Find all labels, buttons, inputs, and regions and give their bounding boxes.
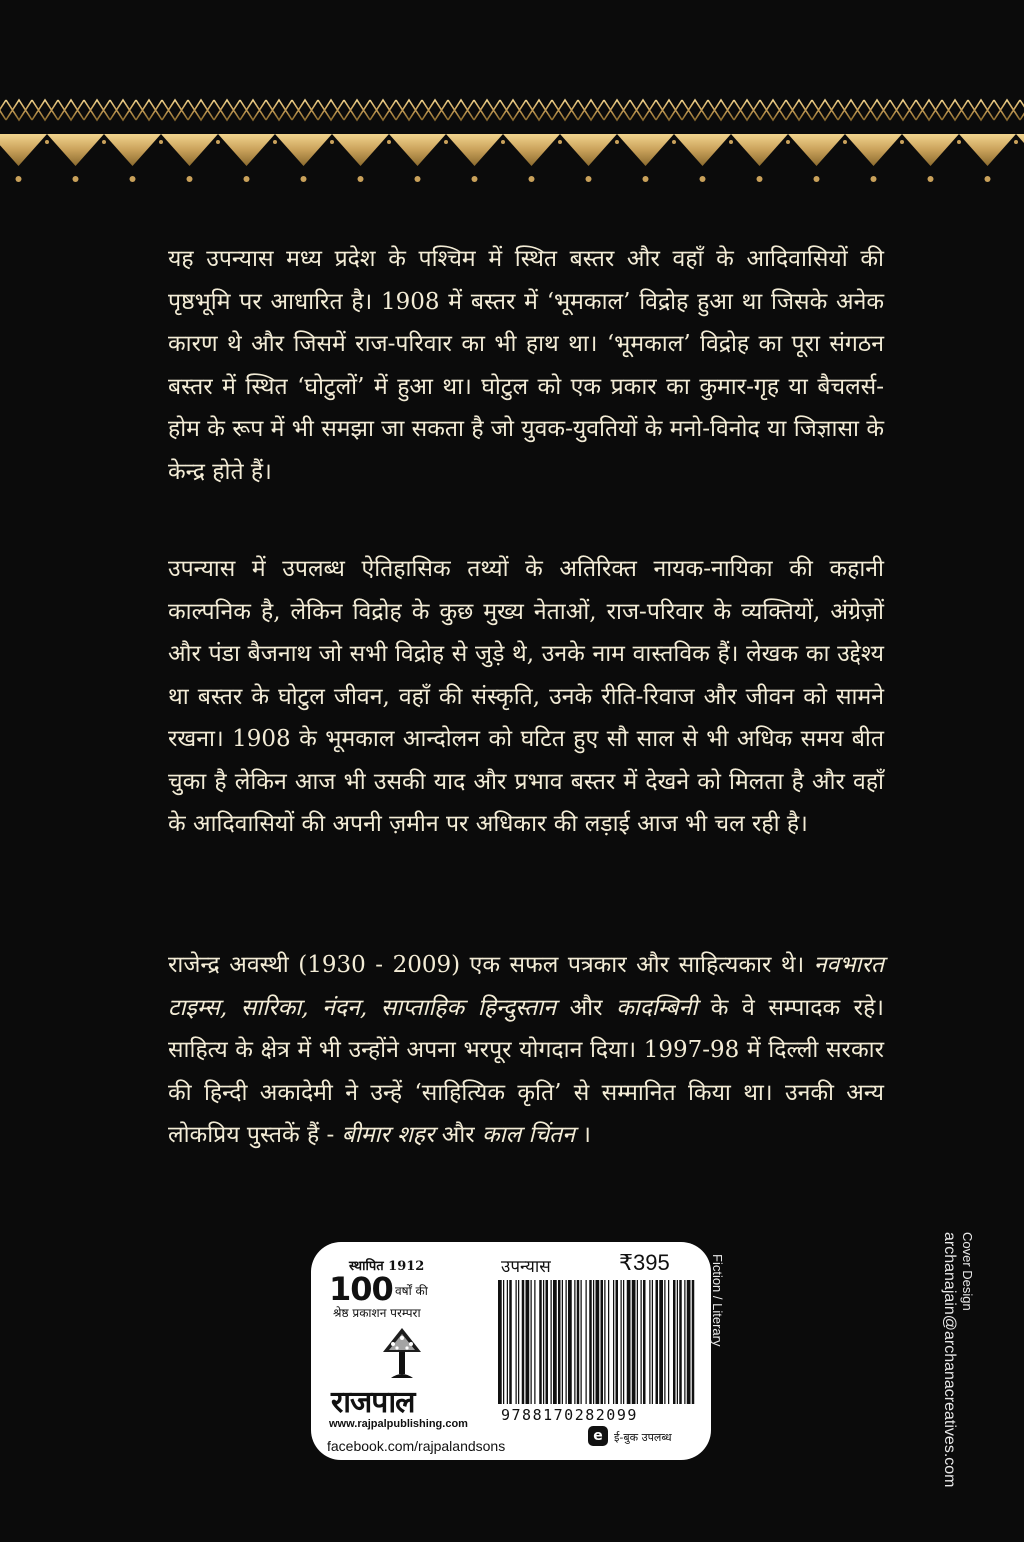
gold-triangle xyxy=(674,134,731,166)
bio-and: और xyxy=(569,994,603,1021)
ebook-label: ई-बुक उपलब्ध xyxy=(614,1431,672,1444)
gold-dot xyxy=(700,176,706,182)
barcode-bar xyxy=(551,1280,552,1404)
gold-dot-small xyxy=(786,140,790,144)
gold-dot-small xyxy=(900,140,904,144)
barcode-bar xyxy=(558,1280,561,1404)
cover-design-label: Cover Design xyxy=(960,1232,975,1311)
barcode-bar xyxy=(623,1280,624,1404)
gold-triangle xyxy=(47,134,104,166)
barcode-bar xyxy=(522,1280,525,1404)
bio-end: । xyxy=(582,1122,591,1148)
tradition-text: श्रेष्ठ प्रकाशन परम्परा xyxy=(333,1306,421,1320)
barcode-bar xyxy=(534,1280,535,1404)
gold-dot xyxy=(358,176,364,182)
gold-triangle xyxy=(1016,134,1024,166)
category-label: Fiction / Literary xyxy=(710,1254,725,1347)
barcode-bar xyxy=(562,1280,563,1404)
publisher-block xyxy=(325,1248,506,1458)
publisher-info-card xyxy=(311,1242,711,1460)
bio-intro: राजेन्द्र अवस्थी (1930 - 2009) एक सफल पत्रकार और साहित्यकार थे। xyxy=(168,952,805,978)
barcode-bar xyxy=(531,1280,532,1404)
barcode-bar xyxy=(613,1280,614,1404)
gold-dot-small xyxy=(501,140,505,144)
barcode-bar xyxy=(539,1280,542,1404)
gold-dot-small xyxy=(615,140,619,144)
barcode-bar xyxy=(643,1280,646,1404)
barcode-bar xyxy=(604,1280,605,1404)
gold-dot-small xyxy=(216,140,220,144)
gold-dot-small xyxy=(558,140,562,144)
gold-dot-small xyxy=(45,140,49,144)
barcode-bar xyxy=(589,1280,592,1404)
barcode-bar xyxy=(526,1280,530,1404)
publisher-facebook: facebook.com/rajpalandsons xyxy=(327,1438,506,1454)
years-text: वर्षों की xyxy=(395,1284,428,1298)
magazine-list: नवभारत टाइम्स, सारिका, नंदन, साप्ताहिक हिन्दुस्तान xyxy=(168,952,884,1021)
publisher-name: राजपाल xyxy=(331,1385,415,1420)
gold-dot xyxy=(301,176,307,182)
gold-dot xyxy=(73,176,79,182)
gold-triangle xyxy=(503,134,560,166)
barcode-bar xyxy=(498,1280,502,1404)
price-label: ₹395 xyxy=(619,1250,670,1275)
barcode-bar xyxy=(577,1280,580,1404)
barcode-bar xyxy=(581,1280,582,1404)
gold-triangle xyxy=(0,134,47,166)
gold-dot xyxy=(643,176,649,182)
barcode-bar xyxy=(677,1280,678,1404)
gold-triangle xyxy=(560,134,617,166)
barcode-bar xyxy=(543,1280,544,1404)
barcode-bar xyxy=(616,1280,619,1404)
barcode-bar xyxy=(668,1280,669,1404)
barcode-bar xyxy=(679,1280,682,1404)
gold-dot-small xyxy=(444,140,448,144)
decorative-gold-border xyxy=(0,84,1024,194)
gold-triangle xyxy=(959,134,1016,166)
triangle-row xyxy=(0,134,1024,182)
blurb-paragraph-1: यह उपन्यास मध्य प्रदेश के पश्चिम में स्थित बस्तर और वहाँ के आदिवासियों की पृष्ठभूमि पर आधारित है। 1908 में बस्तर में ‘भूमकाल’ विद्रोह हुआ था जिसके अनेक कारण थे और जिसमें राज-परिवार का भी हाथ था। ‘भूमकाल’ विद्रोह का पूरा संगठन बस्तर में स्थित ‘घोटुलों’ में हुआ था। घोटुल को एक प्रकार का कुमार-गृह या बैचलर्स-होम के रूप में भी समझा जा सकता है जो युवक-युवतियों के मनो-विनोद या जिज्ञासा के केन्द्र होते हैं। xyxy=(168,246,884,485)
barcode-bar xyxy=(608,1280,609,1404)
gold-dot-small xyxy=(672,140,676,144)
barcode-bar xyxy=(593,1280,594,1404)
gold-dot-small xyxy=(1014,140,1018,144)
gold-dot xyxy=(415,176,421,182)
gold-triangle xyxy=(161,134,218,166)
years-number: 100 xyxy=(329,1270,393,1308)
gold-dot-small xyxy=(330,140,334,144)
barcode-bar xyxy=(586,1280,587,1404)
barcode-bar xyxy=(637,1280,638,1404)
gold-triangle xyxy=(731,134,788,166)
gold-dot xyxy=(586,176,592,182)
barcode-bar xyxy=(503,1280,504,1404)
barcode-bar xyxy=(596,1280,600,1404)
established-label: स्थापित 1912 xyxy=(349,1259,425,1274)
gold-dot xyxy=(928,176,934,182)
book-title-2: काल चिंतन xyxy=(481,1122,575,1148)
barcode-bar xyxy=(687,1280,691,1404)
barcode-bar xyxy=(546,1280,549,1404)
book-title-1: बीमार शहर xyxy=(341,1122,435,1148)
zigzag-path xyxy=(0,100,1024,120)
barcode-bar xyxy=(601,1280,604,1404)
gold-dot-small xyxy=(159,140,163,144)
barcode-bar xyxy=(507,1280,508,1404)
gold-dot xyxy=(16,176,22,182)
bio-middle: के वे सम्पादक रहे। साहित्य के क्षेत्र में भी उन्होंने अपना भरपूर योगदान दिया। 1997-98 में दिल्ली सरकार की हिन्दी अकादेमी ने उन्हें ‘साहित्यिक कृति’ से सम्मानित किया था। उनकी अन्य लोकप्रिय पुस्तकें हैं - xyxy=(168,994,885,1148)
barcode-bar xyxy=(673,1280,676,1404)
gold-triangle xyxy=(275,134,332,166)
gold-dot-small xyxy=(729,140,733,144)
gold-dot-small xyxy=(843,140,847,144)
gold-triangle xyxy=(845,134,902,166)
barcode-bar xyxy=(664,1280,665,1404)
gold-dot xyxy=(757,176,763,182)
gold-triangle xyxy=(332,134,389,166)
barcode-bar xyxy=(641,1280,642,1404)
barcode-bar xyxy=(568,1280,572,1404)
barcode-bar xyxy=(516,1280,517,1404)
designer-email: archanajain@archanacreatives.com xyxy=(941,1232,958,1488)
gold-dot xyxy=(529,176,535,182)
barcode-bar xyxy=(692,1280,695,1404)
gold-triangle xyxy=(218,134,275,166)
gold-dot xyxy=(244,176,250,182)
zigzag-band xyxy=(0,100,1024,120)
barcode-bar xyxy=(656,1280,659,1404)
author-bio xyxy=(168,944,884,1157)
gold-dot-small xyxy=(102,140,106,144)
gold-dot-small xyxy=(957,140,961,144)
gold-dot xyxy=(130,176,136,182)
gold-dot xyxy=(985,176,991,182)
genre-label: उपन्यास xyxy=(501,1257,551,1277)
blurb-paragraph-2: उपन्यास में उपलब्ध ऐतिहासिक तथ्यों के अतिरिक्त नायक-नायिका की कहानी काल्पनिक है, लेकिन विद्रोह के कुछ मुख्य नेताओं, राज-परिवार के व्यक्तियों, अंग्रेज़ों और पंडा बैजनाथ जो सभी विद्रोह से जुड़े थे, उनके नाम वास्तविक हैं। लेखक का उद्देश्य था बस्तर के घोटुल जीवन, वहाँ की संस्कृति, उनके रीति-रिवाज और जीवन को सामने रखना। 1908 के भूमकाल आन्दोलन को घटित हुए सौ साल से भी अधिक समय बीत चुका है लेकिन आज भी उसकी याद और प्रभाव बस्तर में देखने को मिलता है और वहाँ के आदिवासियों की अपनी ज़मीन पर अधिकार की लड़ाई आज भी चल रही है। xyxy=(168,556,884,837)
barcode-bar xyxy=(518,1280,519,1404)
isbn-barcode xyxy=(496,1280,696,1404)
barcode-bar xyxy=(627,1280,631,1404)
barcode-bar xyxy=(659,1280,663,1404)
gold-triangle xyxy=(104,134,161,166)
publisher-website: www.rajpalpublishing.com xyxy=(329,1418,468,1430)
gold-dot xyxy=(814,176,820,182)
gold-dot xyxy=(871,176,877,182)
gold-dot-small xyxy=(273,140,277,144)
magazine-kadambini: कादम्बिनी xyxy=(616,994,698,1021)
barcode-bar xyxy=(684,1280,685,1404)
tree-logo-icon xyxy=(379,1326,425,1382)
barcode-bar xyxy=(574,1280,575,1404)
barcode-bar xyxy=(621,1280,622,1404)
ebook-icon: e xyxy=(588,1426,608,1446)
gold-triangle xyxy=(788,134,845,166)
gold-triangle xyxy=(902,134,959,166)
gold-dot xyxy=(472,176,478,182)
barcode-bar xyxy=(632,1280,636,1404)
barcode-bar xyxy=(553,1280,557,1404)
gold-triangle xyxy=(617,134,674,166)
gold-triangle xyxy=(446,134,503,166)
gold-dot-small xyxy=(387,140,391,144)
gold-triangle xyxy=(389,134,446,166)
barcode-bar xyxy=(566,1280,567,1404)
gold-dot xyxy=(187,176,193,182)
isbn-number: 9788170282099 xyxy=(501,1406,638,1424)
barcode-bar xyxy=(649,1280,650,1404)
bio-and-2: और xyxy=(441,1122,475,1148)
barcode-bar xyxy=(509,1280,512,1404)
barcode-bar xyxy=(652,1280,653,1404)
